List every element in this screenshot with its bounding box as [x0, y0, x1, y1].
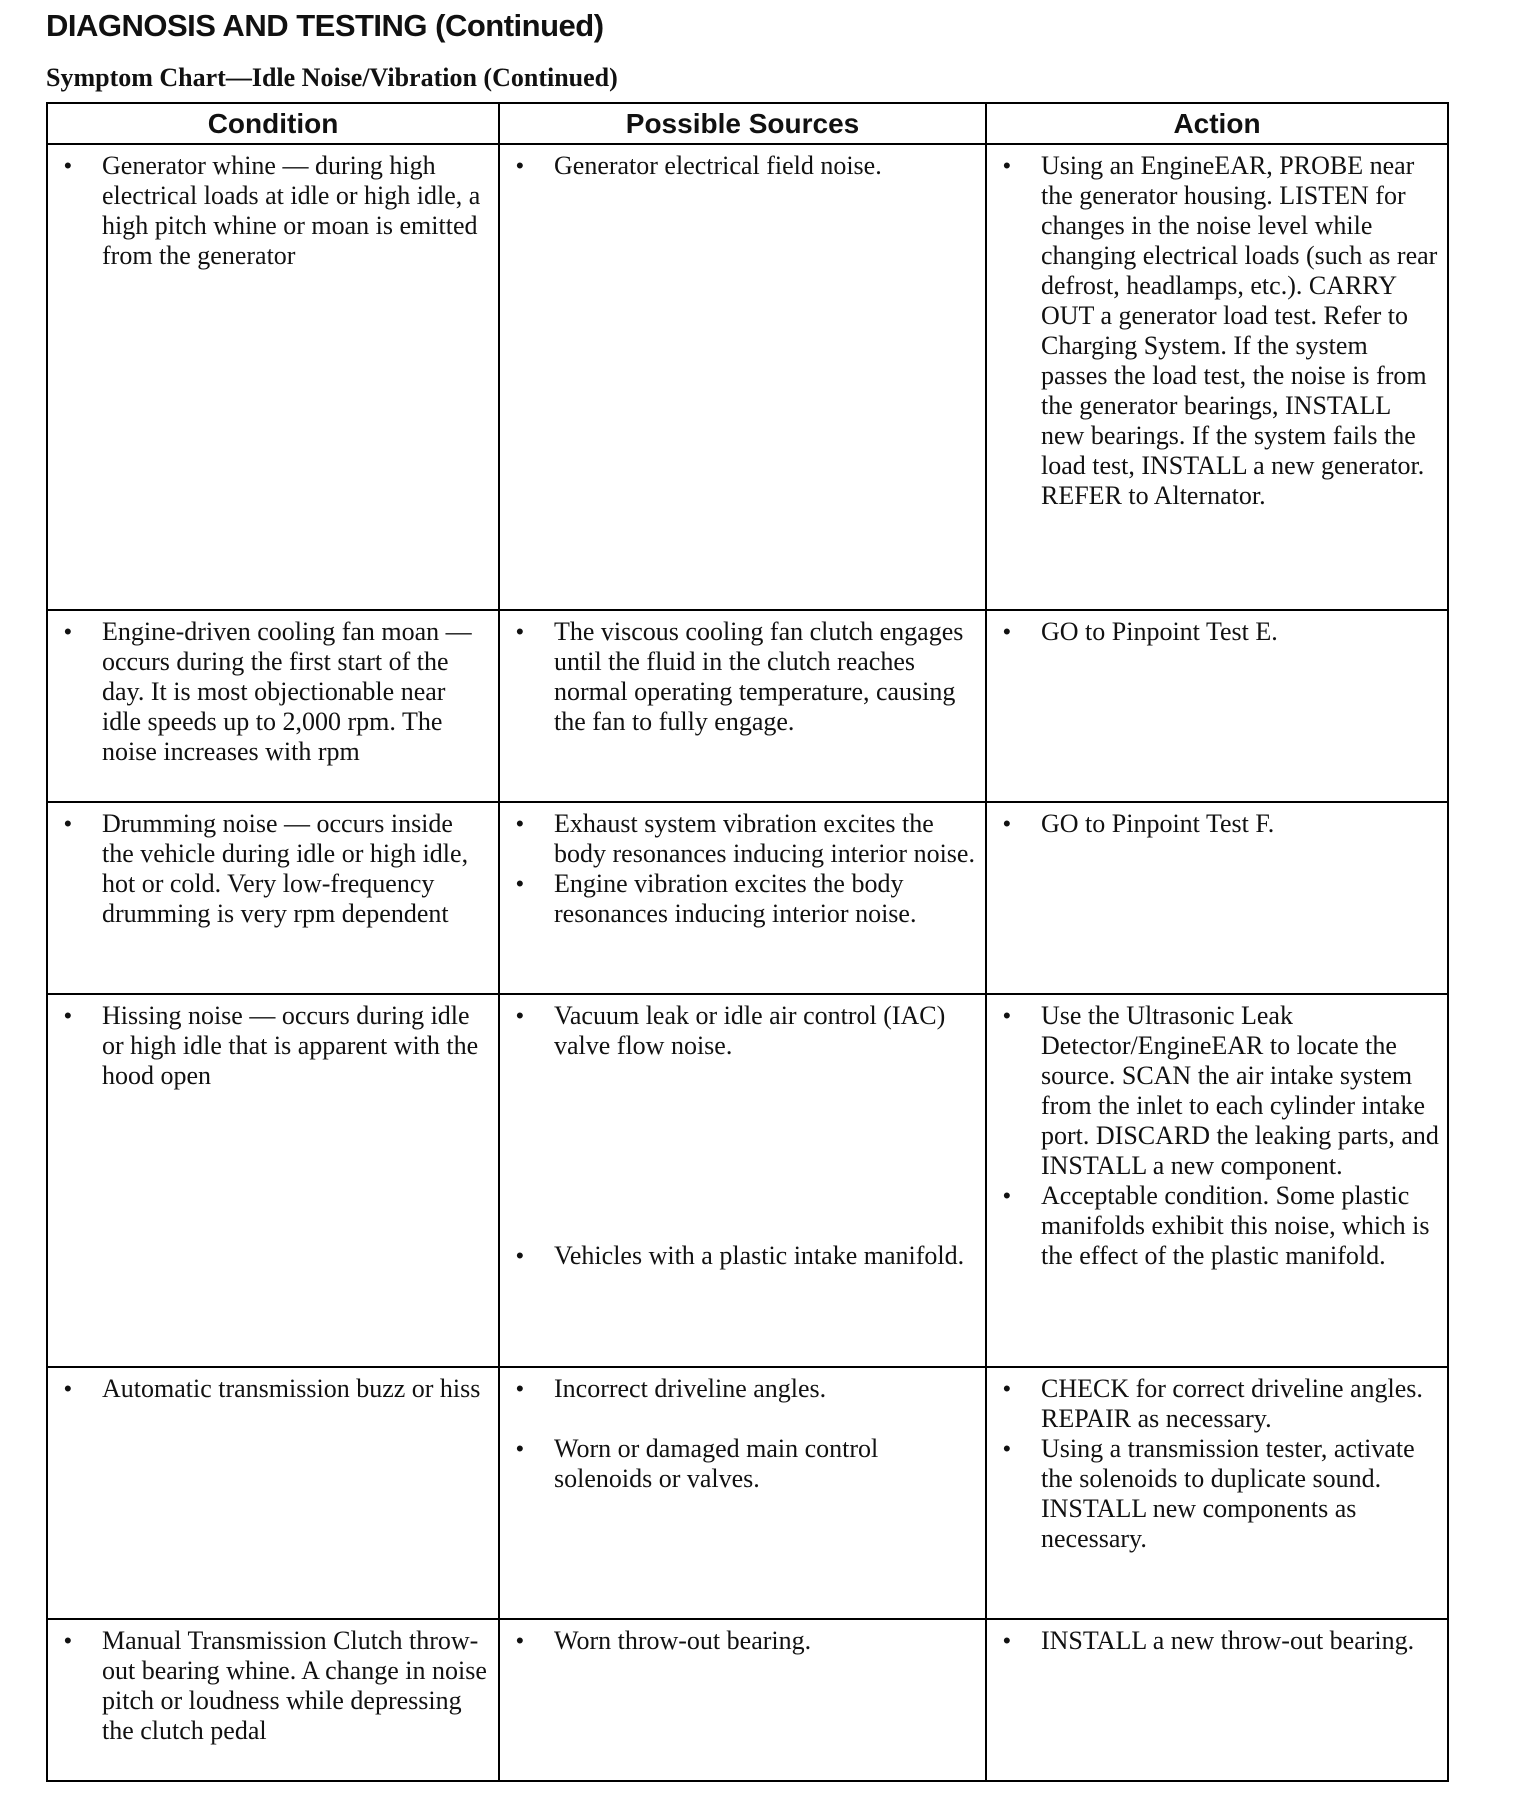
- action-cell: [986, 1367, 1448, 1619]
- action-cell: [986, 144, 1448, 610]
- sources-cell: [499, 144, 986, 610]
- column-header-condition: Condition: [47, 103, 499, 144]
- action-cell: [986, 802, 1448, 994]
- table-row: [47, 610, 1448, 802]
- condition-text: • Generator whine — during high electrical loads at idle or high idle, a high pitch whine or moan is emitted from the generator: [56, 151, 490, 271]
- action-item: • Acceptable condition. Some plastic manifolds exhibit this noise, which is the effect of the plastic manifold.: [995, 1181, 1439, 1271]
- source-item: • Worn or damaged main control solenoids or valves.: [508, 1434, 977, 1494]
- symptom-chart-table: [46, 102, 1449, 1782]
- action-item: • CHECK for correct driveline angles. REPAIR as necessary.: [995, 1374, 1439, 1434]
- action-item: • Using a transmission tester, activate the solenoids to duplicate sound. INSTALL new components as necessary.: [995, 1434, 1439, 1554]
- section-title: DIAGNOSIS AND TESTING (Continued): [46, 8, 604, 43]
- sources-cell: [499, 610, 986, 802]
- action-cell: [986, 994, 1448, 1367]
- source-item: • Vehicles with a plastic intake manifold.: [508, 1241, 977, 1271]
- table-row: [47, 1367, 1448, 1619]
- condition-text: • Hissing noise — occurs during idle or high idle that is apparent with the hood open: [56, 1001, 490, 1091]
- condition-cell: [47, 1619, 499, 1781]
- action-item: • Using an EngineEAR, PROBE near the generator housing. LISTEN for changes in the noise level while changing electrical loads (such as rear defrost, headlamps, etc.). CARRY OUT a generator load test. Refer to Charging System. If the system passes the load test, the noise is from the generator bearings, INSTALL new bearings. If the system fails the load test, INSTALL a new generator. REFER to Alternator.: [995, 151, 1439, 511]
- table-row: [47, 994, 1448, 1367]
- condition-text: • Drumming noise — occurs inside the vehicle during idle or high idle, hot or cold. Very low-frequency drumming is very rpm dependent: [56, 809, 490, 929]
- chart-title: Symptom Chart—Idle Noise/Vibration (Continued): [46, 63, 618, 92]
- source-item: • Exhaust system vibration excites the body resonances inducing interior noise.: [508, 809, 977, 869]
- action-cell: [986, 610, 1448, 802]
- sources-cell: [499, 1367, 986, 1619]
- source-item: • Vacuum leak or idle air control (IAC) valve flow noise.: [508, 1001, 977, 1061]
- source-item: • Worn throw-out bearing.: [508, 1626, 977, 1656]
- condition-cell: [47, 1367, 499, 1619]
- source-item: • Incorrect driveline angles.: [508, 1374, 977, 1404]
- source-item: • Engine vibration excites the body resonances inducing interior noise.: [508, 869, 977, 929]
- action-item: • GO to Pinpoint Test F.: [995, 809, 1439, 839]
- condition-cell: [47, 802, 499, 994]
- sources-cell: [499, 1619, 986, 1781]
- column-header-possible-sources: Possible Sources: [499, 103, 986, 144]
- table-row: [47, 1619, 1448, 1781]
- condition-text: • Manual Transmission Clutch throw-out bearing whine. A change in noise pitch or loudness while depressing the clutch pedal: [56, 1626, 490, 1746]
- sources-cell: [499, 802, 986, 994]
- action-item: • INSTALL a new throw-out bearing.: [995, 1626, 1439, 1656]
- table-row: [47, 144, 1448, 610]
- table-row: [47, 802, 1448, 994]
- condition-cell: [47, 144, 499, 610]
- condition-cell: [47, 610, 499, 802]
- document-page: [46, 6, 1456, 1782]
- sources-cell: [499, 994, 986, 1367]
- action-item: • GO to Pinpoint Test E.: [995, 617, 1439, 647]
- source-item: • Generator electrical field noise.: [508, 151, 977, 181]
- action-cell: [986, 1619, 1448, 1781]
- action-item: • Use the Ultrasonic Leak Detector/EngineEAR to locate the source. SCAN the air intake system from the inlet to each cylinder intake port. DISCARD the leaking parts, and INSTALL a new component.: [995, 1001, 1439, 1181]
- column-header-action: Action: [986, 103, 1448, 144]
- source-item: • The viscous cooling fan clutch engages until the fluid in the clutch reaches normal operating temperature, causing the fan to fully engage.: [508, 617, 977, 737]
- condition-text: • Automatic transmission buzz or hiss: [56, 1374, 490, 1404]
- table-header-row: [47, 103, 1448, 144]
- condition-cell: [47, 994, 499, 1367]
- condition-text: • Engine-driven cooling fan moan — occurs during the first start of the day. It is most objectionable near idle speeds up to 2,000 rpm. The noise increases with rpm: [56, 617, 490, 767]
